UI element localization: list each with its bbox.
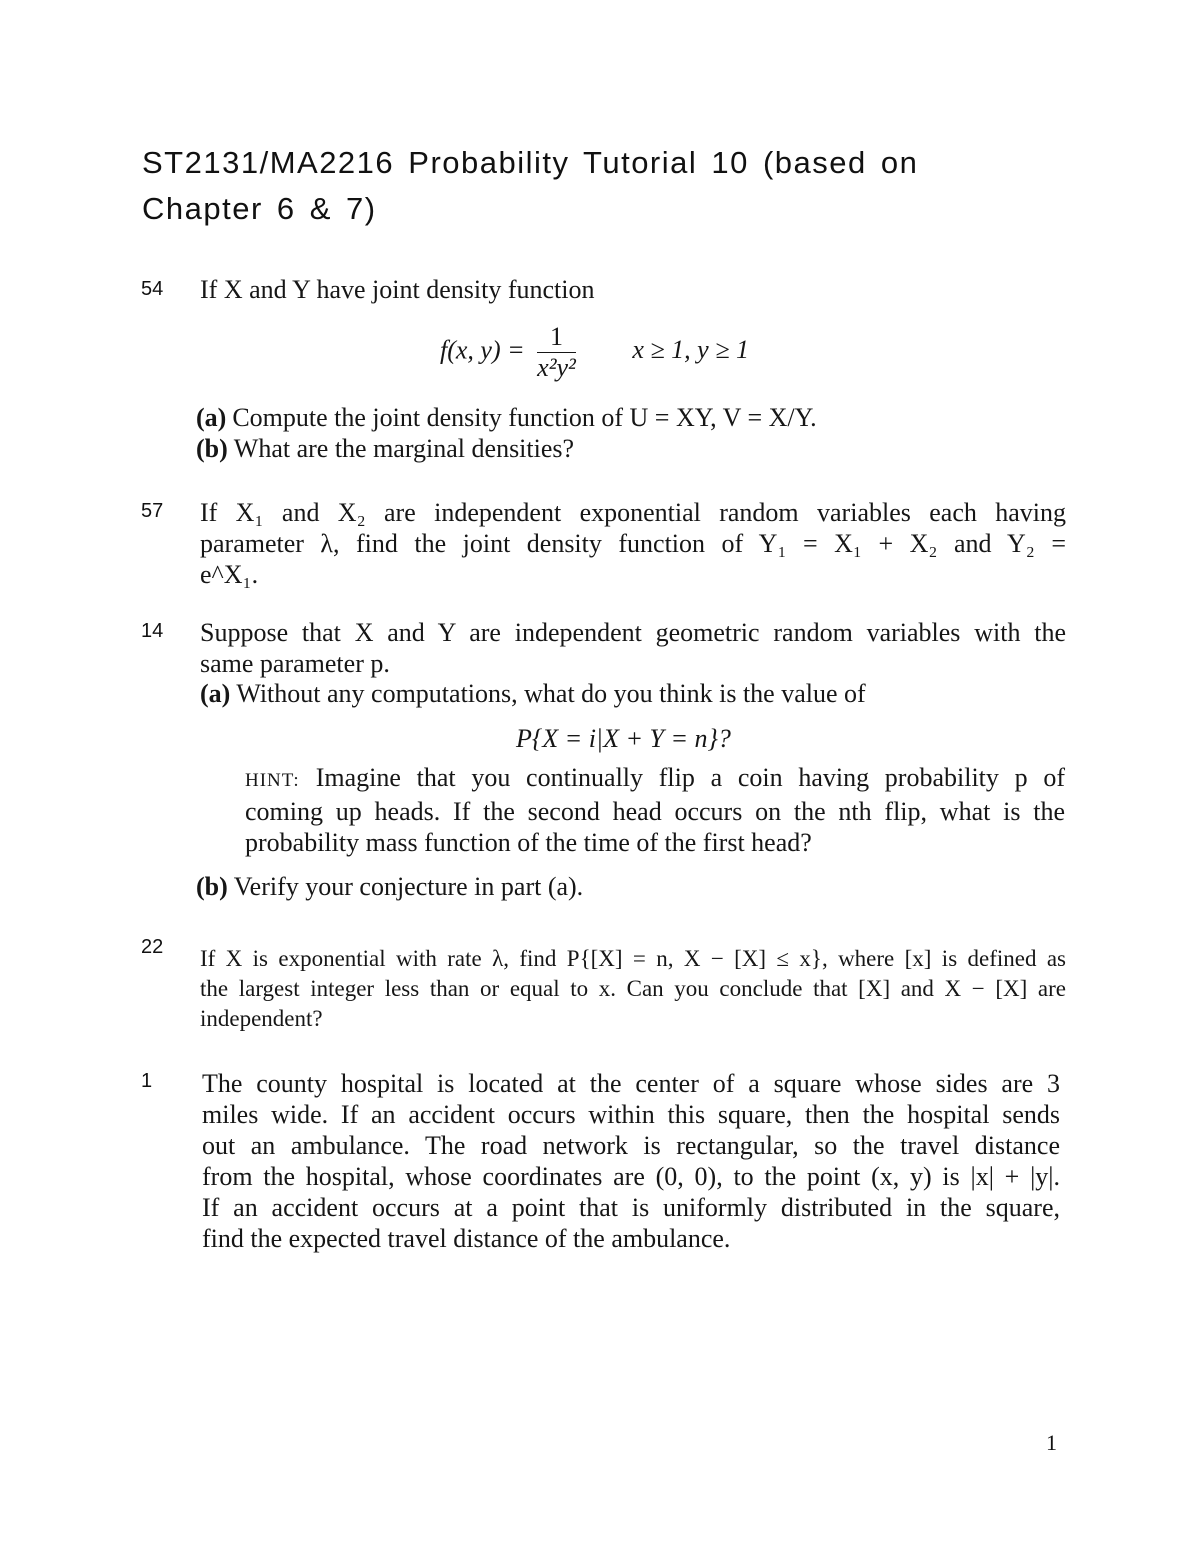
question-57-line-1: If X₁ and X₂ are independent exponential random variables each having	[200, 498, 1066, 527]
fraction-denominator: x²y²	[537, 353, 576, 382]
part-b-text: Verify your conjecture in part (a).	[233, 872, 584, 901]
part-a-text: Compute the joint density function of U = XY, V = X/Y.	[232, 403, 817, 432]
question-1-line-5: If an accident occurs at a point that is uniformly distributed in the square,	[202, 1193, 1060, 1222]
question-57-body	[200, 497, 1066, 590]
question-number-22: 22	[141, 936, 164, 958]
page-title	[142, 140, 1042, 232]
question-22-line-1: If X is exponential with rate λ, find P{[X] = n, X − [X] ≤ x}, where [x] is defined as	[200, 946, 1066, 971]
question-1-line-2: miles wide. If an accident occurs within this square, then the hospital sends	[202, 1100, 1060, 1129]
question-1-body	[202, 1068, 1060, 1254]
fraction-numerator: 1	[537, 322, 576, 353]
part-a-label: (a)	[196, 403, 227, 432]
hint-line-3: probability mass function of the time of the first head?	[245, 828, 812, 857]
question-number-54: 54	[141, 278, 164, 300]
hint-label: HINT:	[245, 770, 300, 791]
question-22-line-2: the largest integer less than or equal to x. Can you conclude that [X] and X − [X] are	[200, 976, 1066, 1001]
question-54-intro-text: If X and Y have joint density function	[200, 275, 595, 304]
question-14-line-2: same parameter p.	[200, 649, 390, 678]
part-a-label: (a)	[200, 679, 231, 708]
question-14-part-b	[196, 871, 1062, 902]
question-22-body	[200, 944, 1066, 1034]
question-54-intro	[200, 274, 1066, 305]
question-57-line-2: parameter λ, find the joint density function of Y₁ = X₁ + X₂ and Y₂ =	[200, 529, 1066, 558]
question-14-probability-expression: P{X = i|X + Y = n}?	[516, 724, 731, 753]
equation-condition: x ≥ 1, y ≥ 1	[632, 335, 749, 365]
title-line-2: Chapter 6 & 7)	[142, 191, 377, 226]
part-b-label: (b)	[196, 872, 228, 901]
question-54-part-b	[196, 433, 1062, 464]
hint-line-2: coming up heads. If the second head occurs on the nth flip, what is the	[245, 797, 1065, 826]
question-1-line-4: from the hospital, whose coordinates are (0, 0), to the point (x, y) is |x| + |y|.	[202, 1162, 1060, 1191]
hint-line-1: Imagine that you continually flip a coin having probability p of	[315, 763, 1065, 792]
question-14-body	[200, 617, 1066, 679]
question-14-part-a	[200, 678, 1066, 709]
question-1-line-3: out an ambulance. The road network is rectangular, so the travel distance	[202, 1131, 1060, 1160]
question-1-line-6: find the expected travel distance of the ambulance.	[202, 1224, 731, 1253]
equation-fraction	[537, 322, 576, 383]
title-line-1: ST2131/MA2216 Probability Tutorial 10 (based on	[142, 145, 919, 180]
question-14-line-1: Suppose that X and Y are independent geometric random variables with the	[200, 618, 1066, 647]
question-14-hint	[245, 762, 1065, 858]
part-b-label: (b)	[196, 434, 228, 463]
question-54-part-a	[196, 402, 1062, 433]
question-57-line-3: e^X₁.	[200, 560, 259, 589]
page-number: 1	[1046, 1430, 1057, 1455]
question-54-parts	[196, 402, 1062, 464]
question-54-density-equation	[440, 322, 749, 383]
question-number-14: 14	[141, 620, 164, 642]
question-number-57: 57	[141, 500, 164, 522]
question-22-line-3: independent?	[200, 1006, 323, 1031]
equation-lhs: f(x, y) =	[440, 335, 525, 365]
part-b-text: What are the marginal densities?	[233, 434, 575, 463]
question-number-1: 1	[141, 1070, 153, 1092]
question-1-line-1: The county hospital is located at the center of a square whose sides are 3	[202, 1069, 1060, 1098]
part-a-text: Without any computations, what do you think is the value of	[236, 679, 866, 708]
